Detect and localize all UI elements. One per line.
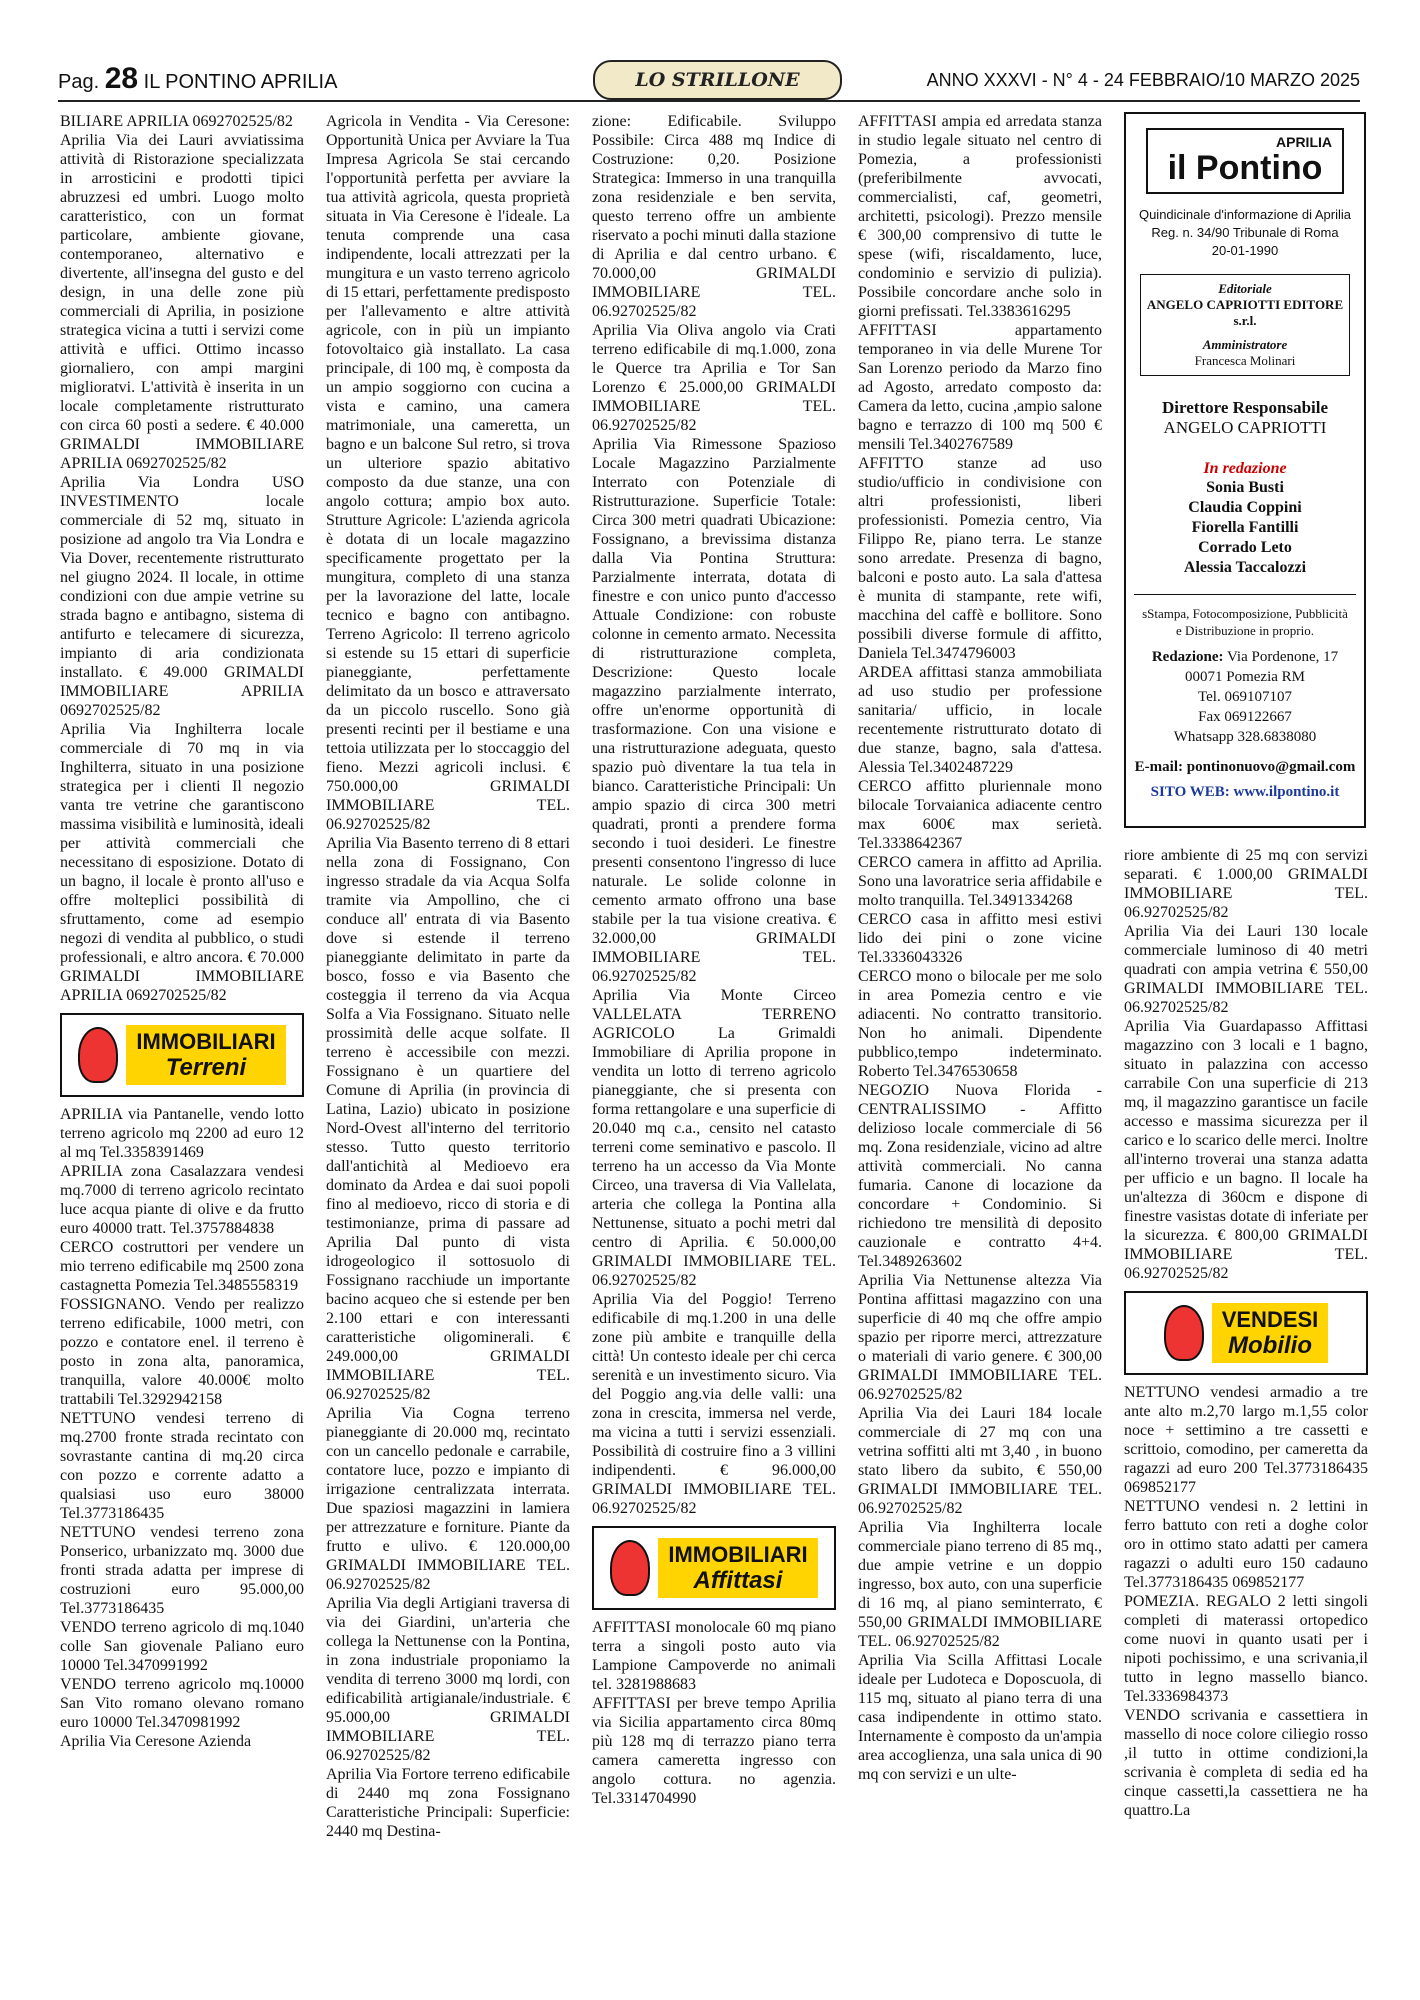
director-label: Direttore Responsabile	[1161, 398, 1329, 417]
masthead-box	[1124, 112, 1366, 828]
column-2	[326, 112, 570, 1987]
classified-ad: Aprilia Via dei Lauri avviatissima attività di Ristorazione specializzata in arrosticini e prodotti tipici abruzzesi ed umbri. Luogo molto caratteristico, con un format particolare, ambiente giovane, contemporaneo, alternativo e divertente, all'insegna del gusto e del design, in una delle zone più commerciali di Aprilia, in posizione strategica vicina a tutti i servizi come attività e uffici. Ottimo incasso giornaliero, con ampi margini miglioratvi. L'attività è inserita in un locale completamente ristrutturato con circa 60 posti a sedere. € 40.000 GRIMALDI IMMOBILIARE APRILIA 0692702525/82	[60, 132, 304, 472]
classified-ad: NETTUNO vendesi terreno zona Ponserico, urbanizzato mq. 3000 due fronti strada adatta per imprese di costruzioni euro 95.000,00 Tel.3773186435	[60, 1524, 304, 1617]
office-fax: Fax 069122667	[1198, 709, 1292, 725]
classified-ad: riore ambiente di 25 mq con servizi separati. € 1.000,00 GRIMALDI IMMOBILIARE TEL. 06.92702525/82	[1124, 847, 1368, 921]
staff-list	[1126, 478, 1364, 578]
classified-ad: ARDEA affittasi stanza ammobiliata ad uso studio per professione sanitaria/ ufficio, in locale recentemente ristrutturato dotato di due stanze, bagno, sala d'attesa. Alessia Tel.3402487229	[858, 664, 1102, 776]
classified-ad: APRILIA zona Casalazzara vendesi mq.7000 di terreno agricolo recintato luce acqua piante di olive e da frutto euro 40000 tratt. Tel.3757884838	[60, 1163, 304, 1237]
print-info	[1134, 594, 1356, 639]
office-phone: Tel. 069107107	[1198, 689, 1292, 705]
publisher-box	[1140, 274, 1350, 376]
masthead-subtitle	[1126, 206, 1364, 260]
director-name: ANGELO CAPRIOTTI	[1163, 418, 1327, 437]
section-banner-affittasi	[592, 1526, 836, 1610]
office-contact	[1126, 647, 1364, 747]
email-line	[1126, 759, 1364, 776]
office-whatsapp: Whatsapp 328.6838080	[1173, 729, 1317, 745]
classified-ad: Aprilia Via Londra USO INVESTIMENTO locale commerciale di 52 mq, situato in posizione ad angolo tra Via Londra e Via Dover, recentemente ristrutturato nel giugno 2024. Il locale, in ottime condizioni con due ampie vetrine su strada bagno e antibagno, sistema di antifurto e telecamere di sicurezza, impianto di aria condizionata installato. € 49.000 GRIMALDI IMMOBILIARE APRILIA 0692702525/82	[60, 474, 304, 719]
classified-ad: CERCO affitto pluriennale mono bilocale Torvaianica adiacente centro max 600€ max serietà. Tel.3338642367	[858, 778, 1102, 852]
staff-member: Sonia Busti	[1206, 479, 1284, 496]
masthead-registration: Reg. n. 34/90 Tribunale di Roma	[1151, 225, 1339, 240]
classified-ad: Aprilia Via Inghilterra locale commerciale piano terreno di 85 mq., due ampie vetrine e un doppio ingresso, box auto, con una superficie di 16 mq, al piano seminterrato, € 550,00 GRIMALDI IMMOBILIARE TEL. 06.92702525/82	[858, 1519, 1102, 1650]
classified-ad: FOSSIGNANO. Vendo per realizzo terreno edificabile, 1000 metri, con pozzo e contatore enel. il terreno è posto in zona alta, panoramica, tranquilla, valore 40.000€ molto trattabili Tel.3292942158	[60, 1296, 304, 1408]
staff-member: Alessia Taccalozzi	[1183, 559, 1307, 576]
classified-ad: Aprilia Via degli Artigiani traversa di via dei Giardini, un'arteria che collega la Nettunense con la Pontina, in zona industriale proponiamo la vendita di terreno 3000 mq lordi, con edificabilità artigianale/industriale. € 95.000,00 GRIMALDI IMMOBILIARE TEL. 06.92702525/82	[326, 1595, 570, 1764]
masthead-subtitle-text: Quindicinale d'informazione di Aprilia	[1138, 207, 1352, 222]
classified-ad: CERCO camera in affitto ad Aprilia. Sono una lavoratrice seria affidabile e molto tranquilla. Tel.3491334268	[858, 854, 1102, 909]
classified-ad: VENDO terreno agricolo di mq.1040 colle San giovenale Paliano euro 10000 Tel.3470991992	[60, 1619, 304, 1674]
classified-ad: Aprilia Via Oliva angolo via Crati terreno edificabile di mq.1.000, zona le Querce tra Aprilia e Tor San Lorenzo € 25.000,00 GRIMALDI IMMOBILIARE TEL. 06.92702525/82	[592, 322, 836, 434]
strillone-mascot-icon	[610, 1540, 650, 1596]
column-3	[592, 112, 836, 1987]
classified-ad: APRILIA via Pantanelle, vendo lotto terreno agricolo mq 2200 ad euro 12 al mq Tel.3358391469	[60, 1106, 304, 1161]
masthead-name: il Pontino	[1167, 149, 1323, 187]
section-title-line1: VENDESI	[1221, 1307, 1319, 1332]
classified-ad: Aprilia Via Rimessone Spazioso Locale Magazzino Parzialmente Interrato con Potenziale di Ristrutturazione. Superficie Totale: Circa 300 metri quadrati Ubicazione: Fossignano, a brevissima distanza dalla Via Pontina Struttura: Parzialmente interrata, dotata di finestre e con unico punto d'accesso Attuale Condizione: con robuste colonne in cemento armato. Necessita di ristrutturazione completa, Descrizione: Questo locale magazzino parzialmente interrato, offre un'enorme opportunità di trasformazione. Con una visione e una ristrutturazione adeguata, questo spazio può diventare la tua tela in bianco. Caratteristiche Principali: Un ampio spazio di circa 300 metri quadrati, pronti a prendere forma secondo i tuoi desideri. Le finestre presenti consentono l'ingresso di luce naturale. Le solide colonne in cemento armato offrono una base stabile per la tua visione creativa. € 32.000,00 GRIMALDI IMMOBILIARE TEL. 06.92702525/82	[592, 436, 836, 985]
classified-ad: Aprilia Via Basento terreno di 8 ettari nella zona di Fossignano, Con ingresso stradale da via Acqua Solfa tramite via Ampollino, che ci conduce all' entrata di via Basento dove si estende il terreno pianeggiante delimitato in parte da bosco, fosso e via Basento che costeggia il terreno da via Acqua Solfa a Via Fossignano. Situato nelle prossimità delle acque solfate. Il terreno è accessibile con mezzi. Fossignano è un quartiere del Comune di Aprilia (in provincia di Latina, Lazio) ubicato in posizione Nord-Ovest all'interno del territorio stesso. Tutto questo territorio dall'antichità al Medioevo era dominato da Ardea e dai suoi popoli fino al medioevo, ricco di storia e di testimonianze, prima di passare ad Aprilia Dal punto di vista idrogeologico il sottosuolo di Fossignano racchiude un importante bacino acqueo che si estende per ben 2.100 ettari e con interessanti caratteristiche oligominerali. € 249.000,00 GRIMALDI IMMOBILIARE TEL. 06.92702525/82	[326, 835, 570, 1403]
classified-ad: Aprilia Via Nettunense altezza Via Pontina affittasi magazzino con una superficie di 40 mq che offre ampio spazio per riporre merci, attrezzature o materiali di vario genere. € 300,00 GRIMALDI IMMOBILIARE TEL. 06.92702525/82	[858, 1272, 1102, 1403]
classified-ad: zione: Edificabile. Sviluppo Possibile: Circa 488 mq Indice di Costruzione: 0,20. Posizione Strategica: Immerso in una tranquilla zona residenziale e ben servita, questo terreno offre un ambiente riservato a pochi minuti dalla stazione di Aprilia e dal centro urbano. € 70.000,00 GRIMALDI IMMOBILIARE TEL. 06.92702525/82	[592, 113, 836, 320]
classified-ad: Aprilia Via Fortore terreno edificabile di 2440 mq zona Fossignano Caratteristiche Principali: Superficie: 2440 mq Destina-	[326, 1766, 570, 1840]
column-5	[1124, 846, 1368, 1987]
classified-ad: CERCO costruttori per vendere un mio terreno edificabile mq 2500 zona castagnetta Pomezia Tel.3485558319	[60, 1239, 304, 1294]
strillone-logo: LO STRILLONE	[593, 60, 842, 100]
staff-member: Corrado Leto	[1198, 539, 1292, 556]
publication-name: IL PONTINO APRILIA	[143, 71, 338, 93]
publisher-label: Editoriale	[1218, 281, 1272, 296]
classified-ad: VENDO scrivania e cassettiera in massello di noce colore ciliegio rosso ,il tutto in ottime condizioni,la scrivania è completa di sedia ed ha cinque cassetti,la cassettiera ne ha quattro.La	[1124, 1707, 1368, 1819]
page-number: 28	[104, 62, 139, 95]
page-label-text: Pag.	[58, 71, 100, 93]
classified-ad: CERCO mono o bilocale per me solo in area Pomezia centro e vie adiacenti. No contratto transitorio. Non ho animali. Dipendente pubblico,tempo indeterminato. Roberto Tel.3476530658	[858, 968, 1102, 1080]
website-label: SITO WEB:	[1150, 784, 1230, 800]
classified-ad: CERCO casa in affitto mesi estivi lido dei pini o zone vicine Tel.3336043326	[858, 911, 1102, 966]
website-link[interactable]: www.ilpontino.it	[1233, 784, 1340, 800]
header-rule	[58, 100, 1360, 102]
section-title-line2: Terreni	[165, 1054, 247, 1081]
masthead-city: APRILIA	[1276, 134, 1332, 150]
section-title-line1: IMMOBILIARI	[136, 1029, 276, 1054]
office-address: Via Pordenone, 17	[1226, 649, 1339, 665]
website-line	[1126, 784, 1364, 801]
classified-ad: NETTUNO vendesi terreno di mq.2700 fronte strada recintato con sovrastante cantina di mq.20 circa con pozzo e corrente adatto a qualsiasi uso euro 38000 Tel.3773186435	[60, 1410, 304, 1522]
classified-ad: BILIARE APRILIA 0692702525/82	[60, 113, 293, 130]
email-link[interactable]: pontinonuovo@gmail.com	[1186, 759, 1356, 775]
classified-ad: POMEZIA. REGALO 2 letti singoli completi di materassi ortopedico come nuovi in quanto usati per i nipoti pochissimo, e una scrivania,il tutto in legno massello bianco. Tel.3336984373	[1124, 1593, 1368, 1705]
classified-ad: Aprilia Via Cogna terreno pianeggiante di 20.000 mq, recintato con un cancello pedonale e carrabile, contatore luce, pozzo e impianto di irrigazione centralizzata interrata. Due spaziosi magazzini in lamiera per attrezzature e forniture. Piante da frutto e ulivo. € 120.000,00 GRIMALDI IMMOBILIARE TEL. 06.92702525/82	[326, 1405, 570, 1593]
office-city: 00071 Pomezia RM	[1185, 669, 1305, 685]
classified-ad: Agricola in Vendita - Via Ceresone: Opportunità Unica per Avviare la Tua Impresa Agricola Se stai cercando l'opportunità perfetta per avviare la tua attività agricola, questa proprietà situata in Via Ceresone è l'ideale. La tenuta comprende una casa indipendente, locali attrezzati per la mungitura e un vasto terreno agricolo di 15 ettari, perfettamente predisposto per l'allevamento e altre attività agricole, con in più un impianto fotovoltaico già installato. La casa principale, di 100 mq, è composta da un ampio soggiorno con cucina a vista e camino, una camera matrimoniale, una cameretta, un bagno e un balcone Sul retro, si trova un ulteriore spazio abitativo composto da due stanze, una con angolo cottura; ampio box auto. Strutture Agricole: L'azienda agricola è dotata di un locale magazzino specificamente progettato per la mungitura, completo di una stanza per la lavorazione del latte, locale tecnico e bagno con antibagno. Terreno Agricolo: Il terreno agricolo si estende su 15 ettari di superficie pianeggiante, perfettamente delimitato da un bosco e attraversato da un piccolo ruscello. Sono già presenti recinti per il bestiame e una tettoia utilizzata per lo stoccaggio del fieno. Mezzi agricoli inclusi. € 750.000,00 GRIMALDI IMMOBILIARE TEL. 06.92702525/82	[326, 113, 570, 833]
print-line-1: sStampa, Fotocomposizione, Pubblicità	[1142, 606, 1348, 621]
classified-ad: AFFITTASI appartamento temporaneo in via delle Murene Tor San Lorenzo periodo da Marzo fino ad Agosto, arredato composto da: Camera da letto, cucina ,ampio salone bagno e terrazzo di 100 mq 500 € mensili Tel.3402767589	[858, 322, 1102, 453]
classified-ad: Aprilia Via dei Lauri 184 locale commerciale di 27 mq con una vetrina soffitti alti mt 3,40 , in buono stato libero da subito, € 550,00 GRIMALDI IMMOBILIARE TEL. 06.92702525/82	[858, 1405, 1102, 1517]
section-title-line2: Mobilio	[1228, 1332, 1312, 1359]
classified-ad: Aprilia Via del Poggio! Terreno edificabile di mq.1.200 in una delle zone più ambite e tranquille della città! Un contesto ideale per chi cerca serenità e un investimento sicuro. Via del Poggio ang.via delle valli: una zona in crescita, immersa nel verde, ma vicina a tutti i servizi essenziali. Possibilità di costruire fino a 3 villini indipendenti. € 96.000,00 GRIMALDI IMMOBILIARE TEL. 06.92702525/82	[592, 1291, 836, 1517]
column-4	[858, 112, 1102, 1987]
classified-ad: Aprilia Via Guardapasso Affittasi magazzino con 3 locali e 1 bagno, situato in palazzina con accesso carrabile Con una superficie di 213 mq, il magazzino garantisce un facile accesso e massima sicurezza per il carico e lo scarico delle merci. Inoltre all'interno troverai una stanza adatta per ufficio e un bagno. Il locale ha un'altezza di 360cm e dispone di finestre vasistas dotate di inferiate per la sicurezza. € 800,00 GRIMALDI IMMOBILIARE TEL. 06.92702525/82	[1124, 1018, 1368, 1282]
classified-ad: VENDO terreno agricolo mq.10000 San Vito romano olevano romano euro 10000 Tel.3470981992	[60, 1676, 304, 1731]
classified-ad: Aprilia Via Monte Circeo VALLELATA TERRENO AGRICOLO La Grimaldi Immobiliare di Aprilia propone in vendita un lotto di terreno agricolo pianeggiante, che si presenta con forma rettangolare e una superficie di 20.040 mq c.a., censito nel catasto terreni come seminativo e pascolo. Il terreno ha un accesso da Via Monte Circeo, una traversa di Via Vallelata, arteria che collega la Pontina alla Nettunense, situato a pochi metri dal centro di Aprilia. € 50.000,00 GRIMALDI IMMOBILIARE TEL. 06.92702525/82	[592, 987, 836, 1289]
classified-ad: NETTUNO vendesi n. 2 lettini in ferro battuto con reti a doghe color oro in ottimo stato adatti per camera ragazzi o adulti euro 150 cadauno Tel.3773186435 069852177	[1124, 1498, 1368, 1591]
page-header	[58, 60, 1360, 102]
staff-member: Fiorella Fantilli	[1191, 519, 1299, 536]
email-label: E-mail:	[1134, 759, 1183, 775]
office-label: Redazione:	[1151, 649, 1224, 665]
classified-ad: AFFITTASI ampia ed arredata stanza in studio legale situato nel centro di Pomezia, a professionisti (preferibilmente avvocati, commercialisti, caf, geometri, architetti, psicologi). Prezzo mensile € 300,00 comprensivo di tutte le spese (wifi, riscaldamento, luce, condominio e servizio di pulizia). Possibile concordare anche solo in giorni prefissati. Tel.3383616295	[858, 113, 1102, 320]
classified-ad: Aprilia Via dei Lauri 130 locale commerciale luminoso di 40 metri quadrati con ampia vetrina € 550,00 GRIMALDI IMMOBILIARE TEL. 06.92702525/82	[1124, 923, 1368, 1016]
section-title-line1: IMMOBILIARI	[668, 1542, 808, 1567]
staff-member: Claudia Coppini	[1188, 499, 1302, 516]
section-title	[126, 1025, 285, 1085]
strillone-mascot-icon	[1164, 1305, 1204, 1361]
classified-ad: AFFITTASI per breve tempo Aprilia via Sicilia appartamento circa 80mq più 128 mq di terrazzo piano terra camera cameretta ingresso con angolo cottura. no agenzia. Tel.3314704990	[592, 1695, 836, 1807]
publisher-name: ANGELO CAPRIOTTI EDITORE s.r.l.	[1146, 297, 1344, 328]
classified-ad: NETTUNO vendesi armadio a tre ante alto m.2,70 largo m.1,55 color noce + settimino a tre cassetti e scrittoio, comodino, per cameretta da ragazzi ad euro 200 Tel.3773186435 069852177	[1124, 1384, 1368, 1496]
issue-info: ANNO XXXVI - N° 4 - 24 FEBBRAIO/10 MARZO 2025	[926, 70, 1360, 90]
staff-label: In redazione	[1203, 460, 1287, 477]
classified-ad: NEGOZIO Nuova Florida - CENTRALISSIMO - Affitto delizioso locale commerciale di 56 mq. Zona residenziale, vicino ad altre attività commerciali. No canna fumaria. Canone di locazione da concordare + Condominio. Si richiedono tre mensilità di deposito cauzionale e contratto 4+4. Tel.3489263602	[858, 1082, 1102, 1270]
admin-label: Amministratore	[1202, 337, 1288, 352]
section-banner-mobilio	[1124, 1291, 1368, 1375]
classified-ad: Aprilia Via Scilla Affittasi Locale ideale per Ludoteca e Doposcuola, di 115 mq, situato al piano terra di una casa indipendente in ottimo stato. Internamente è composto da un'ampia area accoglienza, una sala unica di 90 mq con servizi e un ulte-	[858, 1652, 1102, 1783]
section-title	[1212, 1303, 1329, 1363]
classified-ad: Aprilia Via Ceresone Azienda	[60, 1733, 252, 1750]
classified-ad: Aprilia Via Inghilterra locale commerciale di 70 mq in via Inghilterra, situato in una posizione strategica per i clienti Il negozio vanta tre vetrine che garantiscono massima visibilità e luminosità, ideali per attività commerciali che necessitano di esposizione. Dotato di un bagno, il locale è pronto all'uso e offre molteplici possibilità di sfruttamento, come ad esempio negozi di vendita al pubblico, o studi professionali, e altro ancora. € 70.000 GRIMALDI IMMOBILIARE APRILIA 0692702525/82	[60, 721, 304, 1004]
masthead-date: 20-01-1990	[1211, 243, 1279, 258]
section-title	[658, 1538, 817, 1598]
classified-ad: AFFITTO stanze ad uso studio/ufficio in condivisione con altri professionisti, liberi professionisti. Pomezia centro, Via Filippo Re, piano terra. Le stanze sono arredate. Presenza di bagno, balconi e posto auto. La sala d'attesa è munita di stampante, rete wifi, macchina del caffè e bollitore. Sono possibili diverse formule di affitto, Daniela Tel.3474796003	[858, 455, 1102, 662]
column-1	[60, 112, 304, 1987]
strillone-mascot-icon	[78, 1027, 118, 1083]
page-label	[58, 62, 337, 96]
section-banner-terreni	[60, 1013, 304, 1097]
admin-name: Francesca Molinari	[1194, 353, 1296, 368]
masthead-logo	[1146, 128, 1344, 194]
classified-ad: AFFITTASI monolocale 60 mq piano terra a singoli posto auto via Lampione Campoverde no animali tel. 3281988683	[592, 1619, 836, 1693]
section-title-line2: Affittasi	[693, 1567, 783, 1594]
print-line-2: e Distribuzione in proprio.	[1176, 623, 1314, 638]
